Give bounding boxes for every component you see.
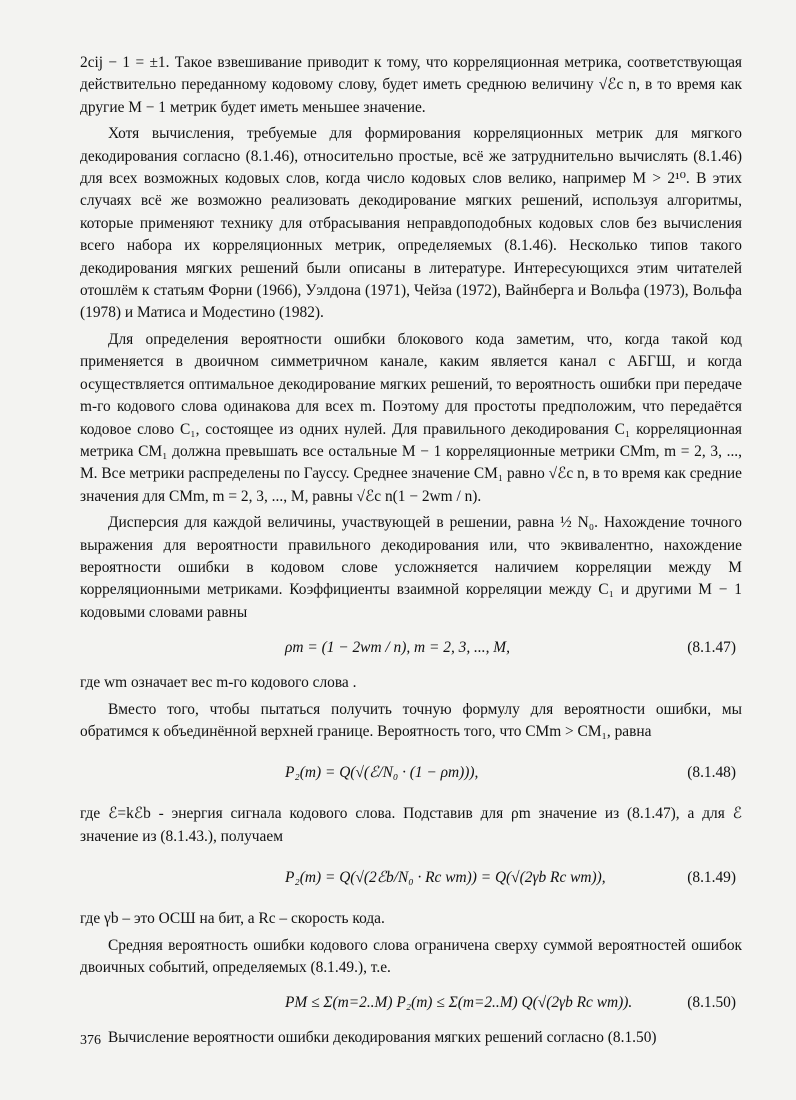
equation-number: (8.1.48) xyxy=(687,764,736,782)
paragraph-10: Вычисление вероятности ошибки декодирования мягких решений согласно (8.1.50) xyxy=(108,1029,657,1047)
equation-number: (8.1.47) xyxy=(687,638,736,656)
paragraph-5: где wm означает вес m-го кодового слова . xyxy=(80,674,357,692)
page-text xyxy=(80,52,742,1050)
equation-8-1-47 xyxy=(80,626,742,670)
equation-body: PM ≤ Σ(m=2..M) P₂(m) ≤ Σ(m=2..M) Q(√(2γb Rc wm)). xyxy=(285,994,633,1012)
equation-8-1-48 xyxy=(80,745,742,801)
equation-8-1-50 xyxy=(80,981,742,1025)
paragraph-4: Дисперсия для каждой величины, участвующей в решении, равна ½ N₀. Нахождение точного выражения для вероятности правильного декодирования или, что эквивалентно, нахождение вероятности ошибки в кодовом слове усложняется наличием корреляции между M корреляционными метриками. Коэффициенты взаимной корреляции между C₁ и другими M − 1 кодовыми словами равны xyxy=(80,514,742,621)
paragraph-2: Хотя вычисления, требуемые для формирования корреляционных метрик для мягкого декодирования согласно (8.1.46), относительно простые, всё же затруднительно вычислять (8.1.46) для всех возможных кодовых слов, когда число кодовых слов велико, например M > 2¹⁰. В этих случаях всё же возможно реализовать декодирование мягких решений, используя алгоритмы, которые применяют технику для отбрасывания неправдоподобных кодовых слов без вычисления всего набора их корреляционных метрик, определяемых (8.1.46). Несколько типов такого декодирования мягких решений были описаны в литературе. Интересующихся этим читателей отошлём к статьям Форни (1966), Уэлдона (1971), Чейза (1972), Вайнберга и Вольфа (1973), Вольфа (1978) и Матиса и Модестино (1982). xyxy=(80,125,742,322)
equation-number: (8.1.50) xyxy=(687,994,736,1012)
paragraph-8: где γb – это ОСШ на бит, а Rc – скорость кода. xyxy=(80,910,385,928)
paragraph-7: где ℰ=kℰb - энергия сигнала кодового слова. Подставив для ρm значение из (8.1.47), а для ℰ значение из (8.1.43.), получаем xyxy=(80,805,742,845)
equation-body: P₂(m) = Q(√(2ℰb/N₀ · Rc wm)) = Q(√(2γb Rc wm)), xyxy=(285,868,606,886)
paragraph-6: Вместо того, чтобы пытаться получить точную формулу для вероятности ошибки, мы обратимся к объединённой верхней границе. Вероятность того, что CMm > CM₁, равна xyxy=(80,700,742,740)
equation-body: P₂(m) = Q(√(ℰ/N₀ · (1 − ρm))), xyxy=(285,764,479,782)
page-number: 376 xyxy=(80,1033,101,1048)
equation-8-1-49 xyxy=(80,850,742,906)
paragraph-9: Средняя вероятность ошибки кодового слова ограничена сверху суммой вероятностей ошибок двоичных событий, определяемых (8.1.49.), т.е. xyxy=(80,936,742,976)
equation-number: (8.1.49) xyxy=(687,868,736,886)
paragraph-1: 2cij − 1 = ±1. Такое взвешивание приводит к тому, что корреляционная метрика, соответствующая действительно переданному кодовому слову, будет иметь среднюю величину √ℰc n, в то время как другие M − 1 метрик будет иметь меньшее значение. xyxy=(80,54,742,116)
equation-body: ρm = (1 − 2wm / n), m = 2, 3, ..., M, xyxy=(285,638,510,656)
paragraph-3: Для определения вероятности ошибки блокового кода заметим, что, когда такой код применяется в двоичном симметричном канале, каким является канал с АБГШ, и когда осуществляется оптимальное декодирование мягких решений, то вероятность ошибки при передаче m-го кодового слова одинакова для всех m. Поэтому для простоты предположим, что передаётся кодовое слово C₁, состоящее из одних нулей. Для правильного декодирования C₁ корреляционная метрика CM₁ должна превышать все остальные M − 1 корреляционные метрики CMm, m = 2, 3, ..., M. Все метрики распределены по Гауссу. Среднее значение CM₁ равно √ℰc n, в то время как средние значения для CMm, m = 2, 3, ..., M, равны √ℰc n(1 − 2wm / n). xyxy=(80,330,742,505)
